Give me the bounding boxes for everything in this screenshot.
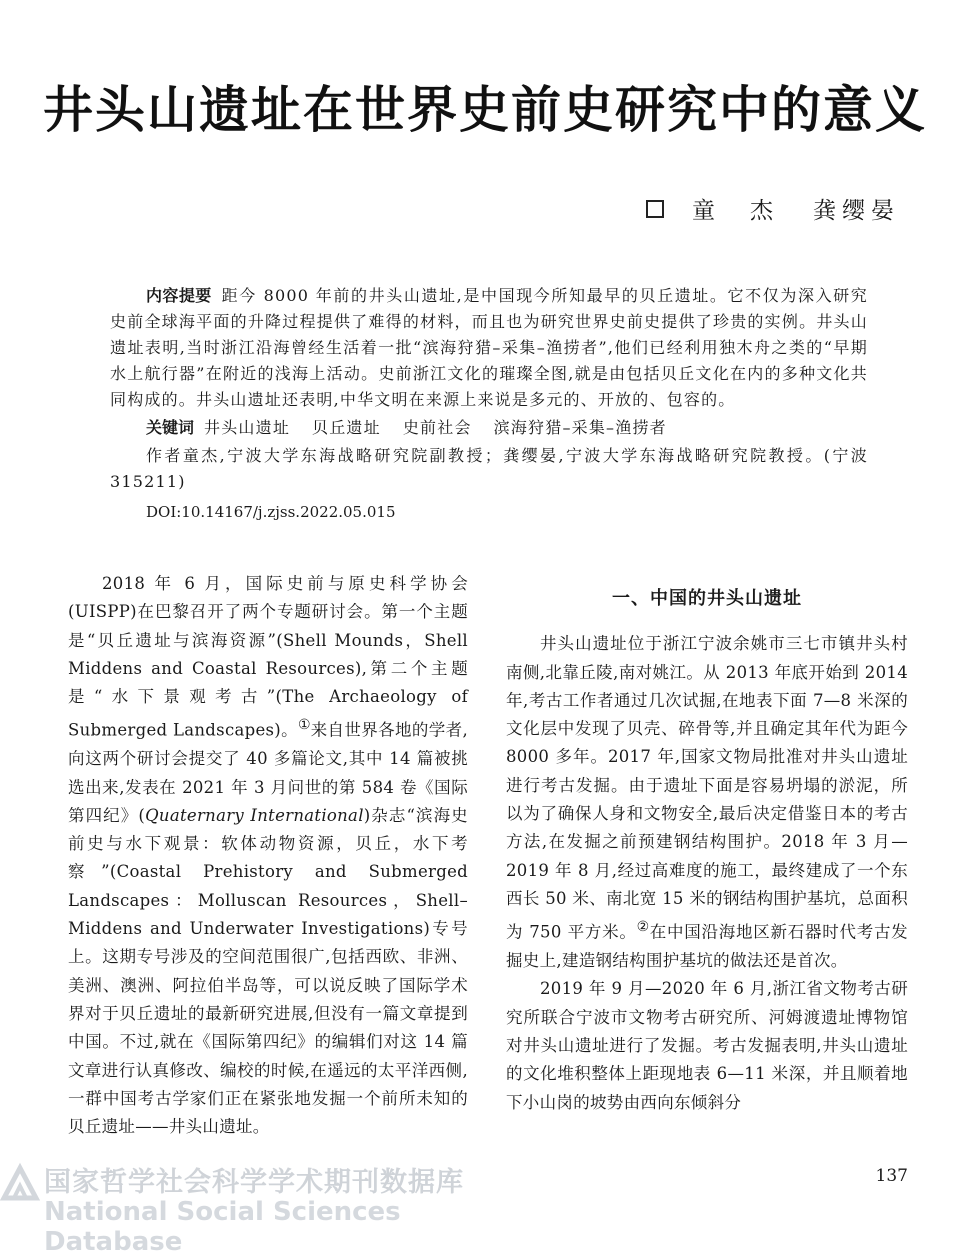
journal-name: Quaternary International bbox=[145, 805, 364, 825]
database-watermark bbox=[0, 1150, 480, 1257]
abstract-block bbox=[110, 283, 886, 525]
body-paragraph: 2019 年 9 月—2020 年 6 月,浙江省文物考古研究所联合宁波市文物考古研究所、河姆渡遗址博物馆对井头山遗址进行了发掘。考古发掘表明,井头山遗址的文化堆积整体上距现地表 6—11 米深，并且顺着地下小山岗的坡势由西向东倾斜分 bbox=[506, 979, 908, 1112]
body-paragraph bbox=[506, 630, 908, 975]
author-name: 童 杰 bbox=[692, 198, 779, 224]
abstract-label: 内容提要 bbox=[146, 286, 212, 305]
text-run: 2018 年 6 月，国际史前与原史科学协会 (UISPP)在巴黎召开了两个专题研讨会。第一个主题是“贝丘遗址与滨海资源”(Shell Mounds，Shell Middens and Coastal Resources),第二个主题是“水下景观考古”(The Archaeology of Submerged Landscapes)。 bbox=[68, 574, 468, 740]
keyword: 史前社会 bbox=[402, 418, 472, 437]
abstract-paragraph bbox=[110, 283, 868, 413]
keywords-line bbox=[110, 415, 868, 441]
keyword: 贝丘遗址 bbox=[312, 418, 381, 437]
page-number: 137 bbox=[875, 1166, 908, 1186]
section-heading: 一、中国的井头山遗址 bbox=[612, 588, 802, 609]
author-name: 龚缨晏 bbox=[813, 198, 900, 224]
abstract-text: 距今 8000 年前的井头山遗址,是中国现今所知最早的贝丘遗址。它不仅为深入研究史前全球海平面的升降过程提供了难得的材料，而且也为研究世界史前史提供了珍贵的实例。井头山遗址表明,当时浙江沿海曾经生活着一批“滨海狩猎–采集–渔捞者”,他们已经利用独木舟之类的“早期水上航行器”在附近的浅海上活动。史前浙江文化的璀璨全图,就是由包括贝丘文化在内的多种文化共同构成的。井头山遗址还表明,中华文明在来源上来说是多元的、开放的、包容的。 bbox=[110, 286, 868, 409]
text-run: )杂志“滨海史前史与水下观景：软体动物资源，贝丘，水下考察”(Coastal Prehistory and Submerged Landscapes：Molluscan Resources，Shell–Middens and Underwater Investigations)专号上。这期专号涉及的空间范围很广,包括西欧、非洲、美洲、澳洲、阿拉伯半岛等，可以说反映了国际学术界对于贝丘遗址的最新研究进展,但没有一篇文章提到中国。不过,就在《国际第四纪》的编辑们对这 14 篇文章进行认真修改、编校的时候,在遥远的太平洋西侧,一群中国考古学家们正在紧张地发掘一个前所未知的贝丘遗址——井头山遗址。 bbox=[68, 805, 468, 1137]
author-info: 作者童杰,宁波大学东海战略研究院副教授；龚缨晏,宁波大学东海战略研究院教授。(宁波 315211) bbox=[110, 446, 886, 491]
doi-text: DOI:10.14167/j.zjss.2022.05.015 bbox=[146, 503, 396, 521]
text-run: 井头山遗址位于浙江宁波余姚市三七市镇井头村南侧,北靠丘陵,南对姚江。从 2013 年底开始到 2014 年,考古工作者通过几次试掘,在地表下面 7—8 米深的文化层中发现了贝壳、碎骨等,并且确定其年代为距今 8000 多年。2017 年,国家文物局批准对井头山遗址进行考古发掘。由于遗址下面是容易坍塌的淤泥，所以为了确保人身和文物安全,最后决定借鉴日本的考古方法,在发掘之前预建钢结构围护。2018 年 3 月—2019 年 8 月,经过高难度的施工，最终建成了一个东西长 50 米、南北宽 15 米的钢结构围护基坑，总面积为 750 平方米。 bbox=[506, 634, 908, 942]
footnote-ref[interactable]: ② bbox=[636, 919, 650, 936]
body-paragraph bbox=[68, 570, 468, 1141]
keyword: 井头山遗址 bbox=[204, 418, 291, 437]
text-run: 在中国沿海地区新石器时代考古发掘史上,建造钢结构围护基坑的做法还是首次。 bbox=[506, 922, 908, 971]
watermark-en: National Social Sciences Database bbox=[44, 1197, 401, 1257]
author-line bbox=[646, 192, 900, 225]
right-column bbox=[506, 570, 908, 1117]
text-run: 来自世界各地的学者,向这两个研讨会提交了 40 多篇论文,其中 14 篇被挑选出来,发表在 2021 年 3 月问世的第 584 卷《国际第四纪》( bbox=[68, 720, 468, 825]
keyword: 滨海狩猎–采集–渔捞者 bbox=[493, 418, 667, 437]
keywords-label: 关键词 bbox=[146, 418, 195, 437]
footnote-ref[interactable]: ① bbox=[297, 717, 311, 734]
left-column bbox=[68, 570, 468, 1141]
watermark-cn: 国家哲学社会科学学术期刊数据库 bbox=[44, 1167, 464, 1198]
database-logo-icon bbox=[0, 1162, 40, 1202]
article-title: 井头山遗址在世界史前史研究中的意义 bbox=[43, 81, 927, 139]
square-marker-icon bbox=[646, 200, 664, 218]
